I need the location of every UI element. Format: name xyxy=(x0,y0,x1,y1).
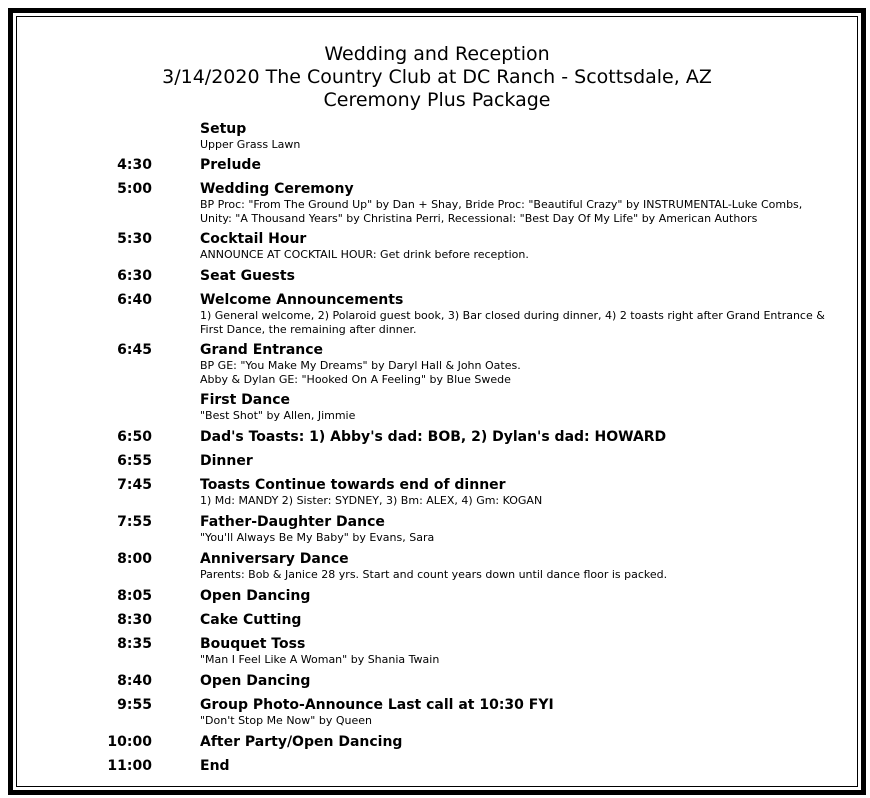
item-time: 5:00 xyxy=(117,181,152,197)
item-body xyxy=(200,733,840,751)
item-title: Toasts Continue towards end of dinner xyxy=(200,477,506,493)
item-body xyxy=(200,611,840,629)
header-date-venue: 3/14/2020 The Country Club at DC Ranch - Scottsdale, AZ xyxy=(162,66,712,88)
item-title: End xyxy=(200,758,230,774)
item-title: Grand Entrance xyxy=(200,342,324,358)
item-title: Open Dancing xyxy=(200,673,311,689)
item-body xyxy=(200,635,840,667)
item-body xyxy=(200,230,840,262)
item-title: Prelude xyxy=(200,157,261,173)
item-time: 9:55 xyxy=(117,697,152,713)
document-frame xyxy=(16,16,858,787)
item-body xyxy=(200,341,840,387)
item-title: Group Photo-Announce Last call at 10:30 FYI xyxy=(200,697,554,713)
item-body xyxy=(200,672,840,690)
item-body xyxy=(200,696,840,728)
item-body xyxy=(200,513,840,545)
item-body xyxy=(200,180,840,226)
item-note: BP Proc: "From The Ground Up" by Dan + Shay, Bride Proc: "Beautiful Crazy" by INSTRUMENTAL-Luke Combs, xyxy=(200,198,803,211)
item-note: "You'll Always Be My Baby" by Evans, Sara xyxy=(200,531,435,544)
item-body xyxy=(200,757,840,775)
item-title: Seat Guests xyxy=(200,268,295,284)
item-note: BP GE: "You Make My Dreams" by Daryl Hall & John Oates. xyxy=(200,359,521,372)
item-title: Anniversary Dance xyxy=(200,551,349,567)
item-body xyxy=(200,428,840,446)
item-time: 8:30 xyxy=(117,612,152,628)
item-title: Cake Cutting xyxy=(200,612,302,628)
item-time: 7:45 xyxy=(117,477,152,493)
item-time: 6:40 xyxy=(117,292,152,308)
item-time: 6:50 xyxy=(117,429,152,445)
item-note: Abby & Dylan GE: "Hooked On A Feeling" by Blue Swede xyxy=(200,373,511,386)
item-time: 4:30 xyxy=(117,157,152,173)
item-title: Setup xyxy=(200,121,247,137)
item-note: "Best Shot" by Allen, Jimmie xyxy=(200,409,356,422)
item-time: 6:45 xyxy=(117,342,152,358)
page-border xyxy=(8,8,866,795)
item-title: Cocktail Hour xyxy=(200,231,307,247)
item-title: Bouquet Toss xyxy=(200,636,306,652)
item-time: 10:00 xyxy=(107,734,152,750)
item-title: Dad's Toasts: 1) Abby's dad: BOB, 2) Dylan's dad: HOWARD xyxy=(200,429,667,445)
item-title: Open Dancing xyxy=(200,588,311,604)
item-title: Father-Daughter Dance xyxy=(200,514,385,530)
item-note: ANNOUNCE AT COCKTAIL HOUR: Get drink before reception. xyxy=(200,248,529,261)
item-time: 5:30 xyxy=(117,231,152,247)
item-body xyxy=(200,391,840,423)
item-body xyxy=(200,587,840,605)
item-title: Wedding Ceremony xyxy=(200,181,354,197)
document-header xyxy=(17,43,857,112)
item-note: Unity: "A Thousand Years" by Christina Perri, Recessional: "Best Day Of My Life" by American Authors xyxy=(200,212,758,225)
item-time: 6:30 xyxy=(117,268,152,284)
item-time: 7:55 xyxy=(117,514,152,530)
item-note: 1) General welcome, 2) Polaroid guest book, 3) Bar closed during dinner, 4) 2 toasts right after Grand Entrance & xyxy=(200,309,825,322)
item-note: First Dance, the remaining after dinner. xyxy=(200,323,417,336)
item-time: 8:35 xyxy=(117,636,152,652)
item-time: 6:55 xyxy=(117,453,152,469)
item-body xyxy=(200,156,840,174)
item-body xyxy=(200,452,840,470)
item-time: 8:00 xyxy=(117,551,152,567)
item-body xyxy=(200,120,840,152)
item-title: Welcome Announcements xyxy=(200,292,404,308)
item-note: Parents: Bob & Janice 28 yrs. Start and count years down until dance floor is packed. xyxy=(200,568,668,581)
item-time: 8:05 xyxy=(117,588,152,604)
item-time: 8:40 xyxy=(117,673,152,689)
item-note: 1) Md: MANDY 2) Sister: SYDNEY, 3) Bm: ALEX, 4) Gm: KOGAN xyxy=(200,494,543,507)
item-body xyxy=(200,550,840,582)
item-title: Dinner xyxy=(200,453,253,469)
item-title: First Dance xyxy=(200,392,290,408)
item-note: "Man I Feel Like A Woman" by Shania Twain xyxy=(200,653,440,666)
item-title: After Party/Open Dancing xyxy=(200,734,403,750)
item-time: 11:00 xyxy=(107,758,152,774)
item-note: Upper Grass Lawn xyxy=(200,138,301,151)
header-package: Ceremony Plus Package xyxy=(323,89,551,111)
item-note: "Don't Stop Me Now" by Queen xyxy=(200,714,372,727)
item-body xyxy=(200,476,840,508)
item-body xyxy=(200,267,840,285)
header-title: Wedding and Reception xyxy=(324,43,550,65)
item-body xyxy=(200,291,840,337)
